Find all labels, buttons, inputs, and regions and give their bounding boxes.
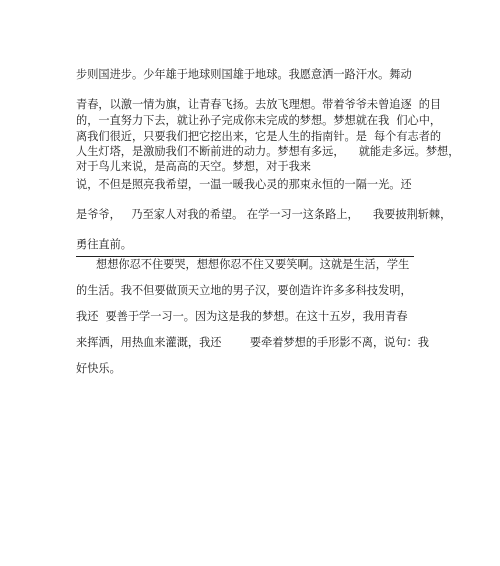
paragraph-line: 的，一直努力下去，就让孙子完成你未完成的梦想。梦想就在我 们心中， <box>76 114 442 127</box>
horizontal-rule <box>76 256 414 257</box>
paragraph-line: 说，不但是照亮我希望，一温一暖我心灵的那束永恒的一隔一光。还 <box>76 178 412 191</box>
paragraph-line: 步则国进步。少年雄于地球则国雄于地球。我愿意洒一路汗水。舞动 <box>76 68 412 81</box>
paragraph-line: 来挥洒，用热血来灌溉，我还 要牵着梦想的手形影不离，说句：我 <box>76 336 429 349</box>
paragraph-line: 离我们很近，只要我们把它挖出来，它是人生的指南针。是 每个有志者的 <box>76 130 442 143</box>
paragraph-line: 想想你忍不住要哭，想想你忍不住又要笑啊。这就是生活，学生 <box>96 258 410 271</box>
paragraph-line: 好快乐。 <box>76 362 121 375</box>
paragraph-line: 人生灯塔，是激励我们不断前进的动力。梦想有多远， 就能走多远。梦想， <box>76 145 460 158</box>
paragraph-line: 是爷爷， 乃至家人对我的希望。 在学一习一这条路上， 我要披荆斩棘， <box>76 208 452 221</box>
paragraph-line: 勇往直前。 <box>76 238 132 251</box>
paragraph-line: 的生活。我不但要做顶天立地的男子汉，要创造许许多多科技发明， <box>76 284 412 297</box>
paragraph-line: 青春，以激一情为旗，让青春飞扬。去放飞理想。带着爷爷未曾追逐 的目 <box>76 98 442 111</box>
paragraph-line: 我还 要善于学一习一。因为这是我的梦想。在这十五岁，我用青春 <box>76 310 408 323</box>
paragraph-line: 对于鸟儿来说，是高高的天空。梦想，对于我来 <box>76 160 311 173</box>
